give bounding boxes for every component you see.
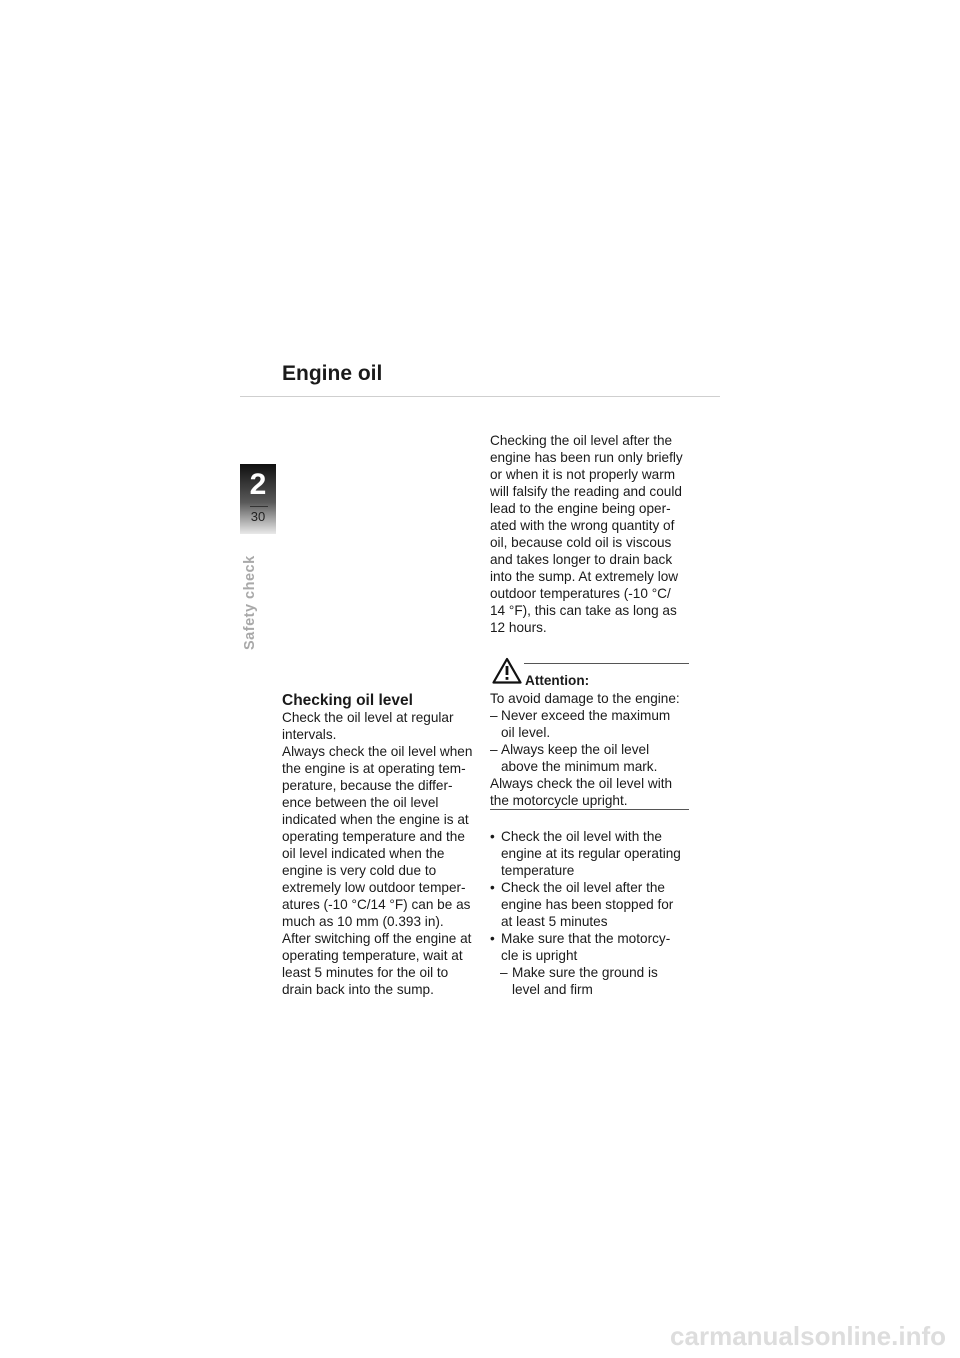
- text-line: extremely low outdoor temper-: [282, 880, 466, 895]
- text-line: Make sure the ground is: [512, 965, 658, 980]
- page-number: 30: [250, 509, 266, 524]
- text-line: operating temperature and the: [282, 829, 465, 844]
- text-line: Make sure that the motorcy-: [501, 931, 671, 946]
- chapter-tab: [240, 464, 276, 534]
- text-line: will falsify the reading and could: [490, 484, 682, 499]
- text-line: Never exceed the maximum: [501, 708, 671, 723]
- text-line: oil level.: [501, 725, 551, 740]
- text-line: at least 5 minutes: [501, 914, 608, 929]
- text-line: the motorcycle upright.: [490, 793, 628, 808]
- text-line: into the sump. At extremely low: [490, 569, 679, 584]
- text-line: Checking the oil level after the: [490, 433, 673, 448]
- attention-intro: To avoid damage to the engine:: [490, 691, 680, 706]
- bullet-marker: •: [490, 829, 495, 844]
- warning-triangle-icon: [492, 657, 522, 689]
- text-line: above the minimum mark.: [501, 759, 658, 774]
- text-line: engine has been stopped for: [501, 897, 674, 912]
- text-line: 14 °F), this can take as long as: [490, 603, 677, 618]
- header-divider: [240, 396, 720, 397]
- text-line: and takes longer to drain back: [490, 552, 673, 567]
- text-line: indicated when the engine is at: [282, 812, 469, 827]
- text-line: temperature: [501, 863, 575, 878]
- dash-marker: –: [500, 965, 508, 980]
- text-line: perature, because the differ-: [282, 778, 453, 793]
- text-line: Check the oil level after the: [501, 880, 665, 895]
- chapter-side-label: Safety check: [242, 555, 258, 650]
- section-paragraph: [282, 709, 482, 998]
- attention-label: Attention:: [525, 673, 590, 688]
- watermark: carmanualsonline.info: [670, 1321, 946, 1351]
- attention-bottom-rule: [490, 809, 689, 810]
- checklist: [490, 828, 690, 998]
- sub-list-item: [490, 964, 690, 998]
- dash-marker: –: [490, 708, 498, 723]
- text-line: Always keep the oil level: [501, 742, 650, 757]
- list-item: [490, 828, 690, 879]
- text-line: oil level indicated when the: [282, 846, 445, 861]
- text-line: engine has been run only briefly: [490, 450, 683, 465]
- text-line: ated with the wrong quantity of: [490, 518, 675, 533]
- text-line: drain back into the sump.: [282, 982, 434, 997]
- text-line: least 5 minutes for the oil to: [282, 965, 449, 980]
- text-line: Check the oil level at regular: [282, 710, 454, 725]
- text-line: ence between the oil level: [282, 795, 439, 810]
- text-line: atures (-10 °C/14 °F) can be as: [282, 897, 471, 912]
- list-item: [490, 930, 690, 964]
- attention-body: [490, 690, 690, 809]
- text-line: Always check the oil level when: [282, 744, 473, 759]
- attention-item: [490, 707, 690, 741]
- text-line: engine at its regular operating: [501, 846, 681, 861]
- text-line: 12 hours.: [490, 620, 547, 635]
- text-line: much as 10 mm (0.393 in).: [282, 914, 444, 929]
- text-line: cle is upright: [501, 948, 578, 963]
- chapter-tab-divider: [250, 506, 268, 507]
- bullet-marker: •: [490, 931, 495, 946]
- text-line: outdoor temperatures (-10 °C/: [490, 586, 671, 601]
- text-line: Always check the oil level with: [490, 776, 673, 791]
- text-line: operating temperature, wait at: [282, 948, 463, 963]
- text-line: lead to the engine being oper-: [490, 501, 671, 516]
- text-line: intervals.: [282, 727, 337, 742]
- page-title: Engine oil: [282, 362, 383, 385]
- text-line: the engine is at operating tem-: [282, 761, 466, 776]
- dash-marker: –: [490, 742, 498, 757]
- attention-top-rule: [524, 663, 689, 664]
- list-item: [490, 879, 690, 930]
- chapter-number: 2: [249, 468, 267, 501]
- text-line: engine is very cold due to: [282, 863, 437, 878]
- text-line: oil, because cold oil is viscous: [490, 535, 672, 550]
- attention-item: [490, 741, 690, 775]
- text-line: After switching off the engine at: [282, 931, 472, 946]
- text-line: or when it is not properly warm: [490, 467, 676, 482]
- text-line: level and firm: [512, 982, 593, 997]
- section-heading: Checking oil level: [282, 692, 413, 709]
- bullet-marker: •: [490, 880, 495, 895]
- text-line: Check the oil level with the: [501, 829, 662, 844]
- intro-paragraph: [490, 432, 690, 636]
